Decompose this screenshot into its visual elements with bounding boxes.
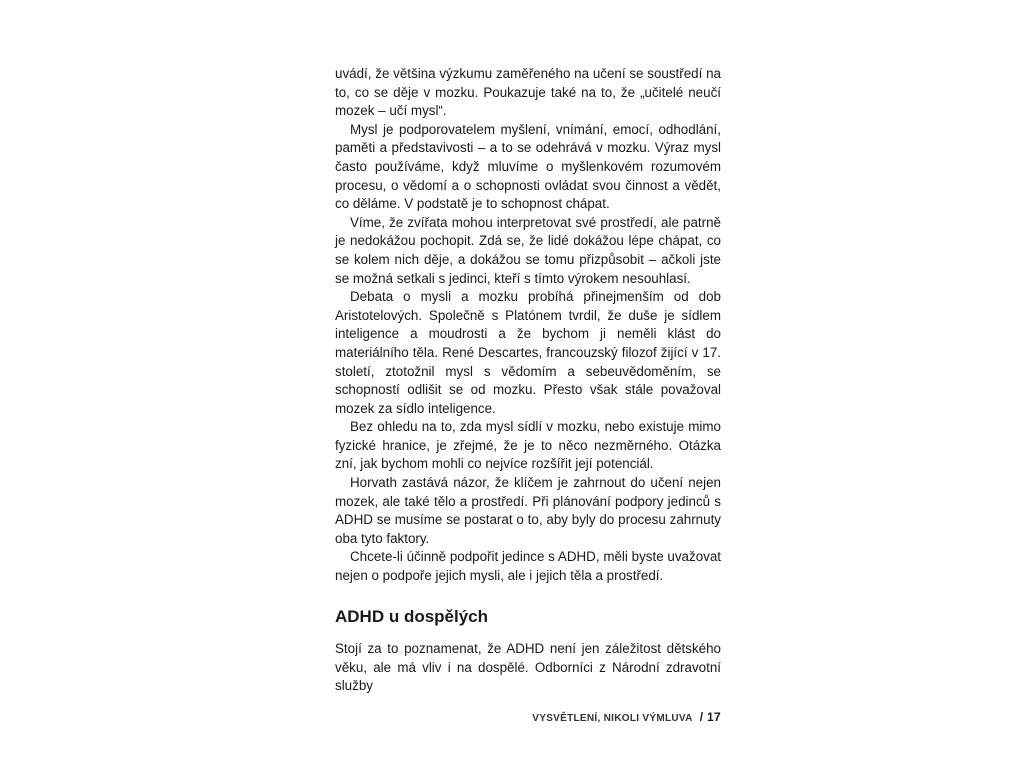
body-text [335,65,721,586]
section-body [335,640,721,696]
paragraph: Mysl je podporovatelem myšlení, vnímání, emocí, odhodlání, paměti a představivosti – a to se odehrává v mozku. Výraz mysl často používáme, když mluvíme o myšlenkovém rozumovém procesu, o vědomí a o schopnosti ovládat svou činnost a vědět, co děláme. V podstatě je to schopnost chápat. [335,121,721,212]
paragraph: Bez ohledu na to, zda mysl sídlí v mozku, nebo existuje mimo fyzické hranice, je zřejmé, že je to něco nezměrného. Otázka zní, jak bychom mohli co nejvíce rozšířit její potenciál. [335,419,721,472]
paragraph: Víme, že zvířata mohou interpretovat své prostředí, ale patrně je nedokážou pochopit. Zdá se, že lidé dokážou lépe chápat, co se kolem nich děje, a dokážou se tomu přizpůsobit – ačkoli jste se možná setkali s jedinci, kteří s tímto výrokem nesouhlasí. [335,214,721,286]
running-head: VYSVĚTLENÍ, NIKOLI VÝMLUVA [532,713,693,724]
page-footer [532,710,721,724]
paragraph: Chcete-li účinně podpořit jedince s ADHD, měli byste uvažovat nejen o podpoře jejich mysli, ale i jejich těla a prostředí. [335,549,721,584]
paragraph: uvádí, že většina výzkumu zaměřeného na učení se soustředí na to, co se děje v mozku. Poukazuje také na to, že „učitelé neučí mozek – učí mysl“. [335,66,721,119]
paragraph: Horvath zastává názor, že klíčem je zahrnout do učení nejen mozek, ale také tělo a prostředí. Při plánování podpory jedinců s ADHD se musíme se postarat o to, aby byly do procesu zahrnuty oba tyto faktory. [335,475,721,546]
page-number: / 17 [699,710,721,724]
paragraph: Debata o mysli a mozku probíhá přinejmenším od dob Aristotelových. Společně s Platónem tvrdil, že duše je sídlem inteligence a moudrosti a že bychom ji neměli klást do materiálního těla. René Descartes, francouzský filozof žijící v 17. století, ztotožnil mysl s vědomím a sebeuvědoměním, se schopností odlišit se od mozku. Přesto však stále považoval mozek za sídlo inteligence. [335,289,721,416]
section-heading: ADHD u dospělých [335,607,489,626]
paragraph: Stojí za to poznamenat, že ADHD není jen záležitost dětského věku, ale má vliv i na dospělé. Odborníci z Národní zdravotní služby [335,641,721,694]
